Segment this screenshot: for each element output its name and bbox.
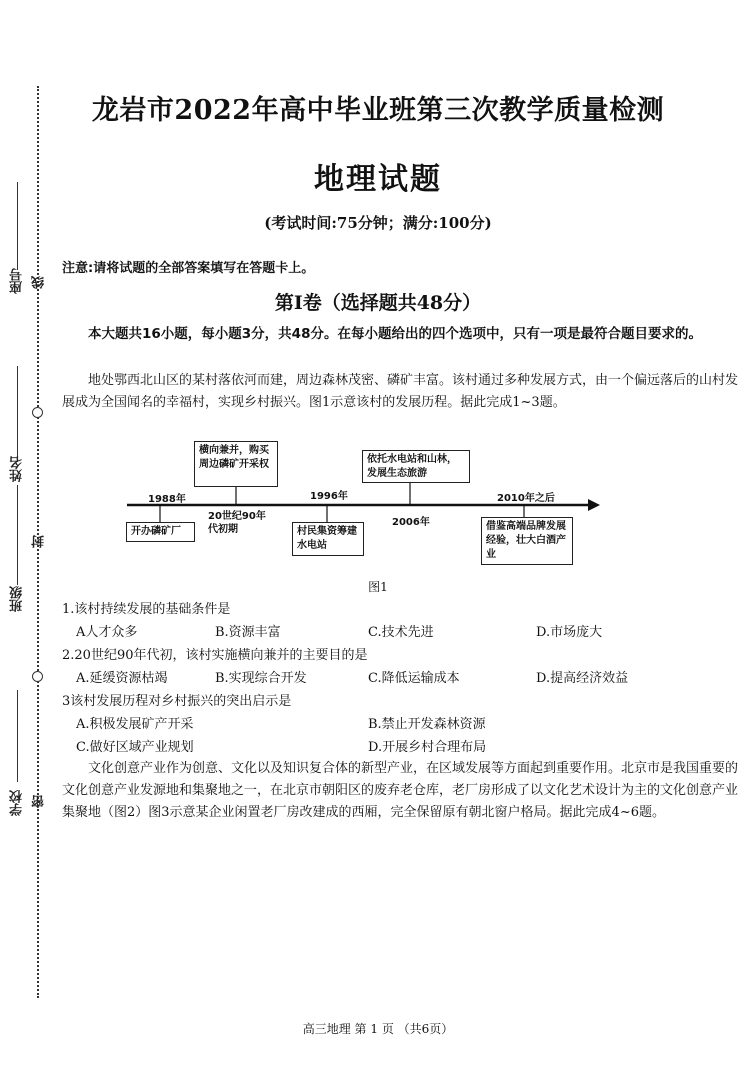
event-1988-box: 开办磷矿厂 xyxy=(126,522,195,542)
page-footer: 高三地理 第 1 页 （共6页） xyxy=(302,1022,454,1036)
figure-1-caption: 图1 xyxy=(368,580,388,594)
event-1996-box: 村民集资筹建水电站 xyxy=(292,522,364,556)
class-label: 班级 xyxy=(10,586,25,612)
year-1996: 1996年 xyxy=(310,491,348,502)
event-2010-box: 借鉴高端品牌发展经验，壮大白酒产业 xyxy=(481,517,573,565)
name-label: 姓名 xyxy=(10,456,25,482)
question-2-option-a: A.延缓资源枯竭 xyxy=(76,671,168,686)
secret-label: 密 xyxy=(32,795,47,808)
section-title: 第Ⅰ卷（选择题共48分） xyxy=(274,292,482,314)
question-3-option-c: C.做好区域产业规划 xyxy=(76,740,194,755)
exam-title: 龙岩市2022年高中毕业班第三次教学质量检测 xyxy=(91,95,665,126)
question-2-stem: 2.20世纪90年代初，该村实施横向兼并的主要目的是 xyxy=(62,648,368,663)
question-1-option-d: D.市场庞大 xyxy=(536,625,603,640)
question-1-stem: 1.该村持续发展的基础条件是 xyxy=(62,602,231,617)
passage-1: 地处鄂西北山区的某村落依河而建，周边森林茂密、磷矿丰富。该村通过多种发展方式，由一个偏远落后的山村发展成为全国闻名的幸福村，实现乡村振兴。图1示意该村的发展历程。据此完成1~3题。 xyxy=(62,373,739,410)
seat-label: 座号 xyxy=(10,268,25,294)
question-2-option-d: D.提高经济效益 xyxy=(536,671,629,686)
subject-title: 地理试题 xyxy=(314,162,442,197)
year-1988: 1988年 xyxy=(148,494,186,505)
school-underline xyxy=(17,690,18,782)
school-label: 学校 xyxy=(10,790,25,816)
event-1990s-box: 横向兼并，购买周边磷矿开采权 xyxy=(194,441,278,487)
instructions: 本大题共16小题，每小题3分，共48分。在每小题给出的四个选项中，只有一项是最符合题目要求的。 xyxy=(88,326,702,342)
question-1-option-a: A人才众多 xyxy=(76,625,138,640)
question-1-option-c: C.技术先进 xyxy=(368,625,434,640)
answer-note: 注意:请将试题的全部答案填写在答题卡上。 xyxy=(62,261,315,276)
question-2-option-c: C.降低运输成本 xyxy=(368,671,460,686)
question-3-stem: 3该村发展历程对乡村振兴的突出启示是 xyxy=(62,694,292,709)
passage-2: 文化创意产业作为创意、文化以及知识复合体的新型产业，在区域发展等方面起到重要作用。北京市是我国重要的文化创意产业发源地和集聚地之一，在北京市朝阳区的废弃老仓库，老厂房形成了以文化艺术设计为主的文化创意产业集聚地（图2）图3示意某企业闲置老厂房改建成的西厢，完全保留原有朝北窗户格局。据此完成4~6题。 xyxy=(62,761,739,820)
exam-info: (考试时间:75分钟；满分:100分) xyxy=(264,214,492,232)
question-3-option-d: D.开展乡村合理布局 xyxy=(368,740,487,755)
seal-label: 封 xyxy=(32,535,47,548)
year-2006: 2006年 xyxy=(392,517,430,528)
year-2010: 2010年之后 xyxy=(497,493,555,504)
year-1990s: 20世纪90年代初期 xyxy=(208,511,266,535)
event-2006-box: 依托水电站和山林，发展生态旅游 xyxy=(362,450,470,483)
question-2-option-b: B.实现综合开发 xyxy=(215,671,307,686)
question-3-option-a: A.积极发展矿产开采 xyxy=(76,717,194,732)
question-1-option-b: B.资源丰富 xyxy=(215,625,281,640)
timeline-arrow xyxy=(588,499,600,511)
line-label: 线 xyxy=(32,276,47,289)
question-3-option-b: B.禁止开发森林资源 xyxy=(368,717,486,732)
binding-hole-circle xyxy=(32,671,43,682)
